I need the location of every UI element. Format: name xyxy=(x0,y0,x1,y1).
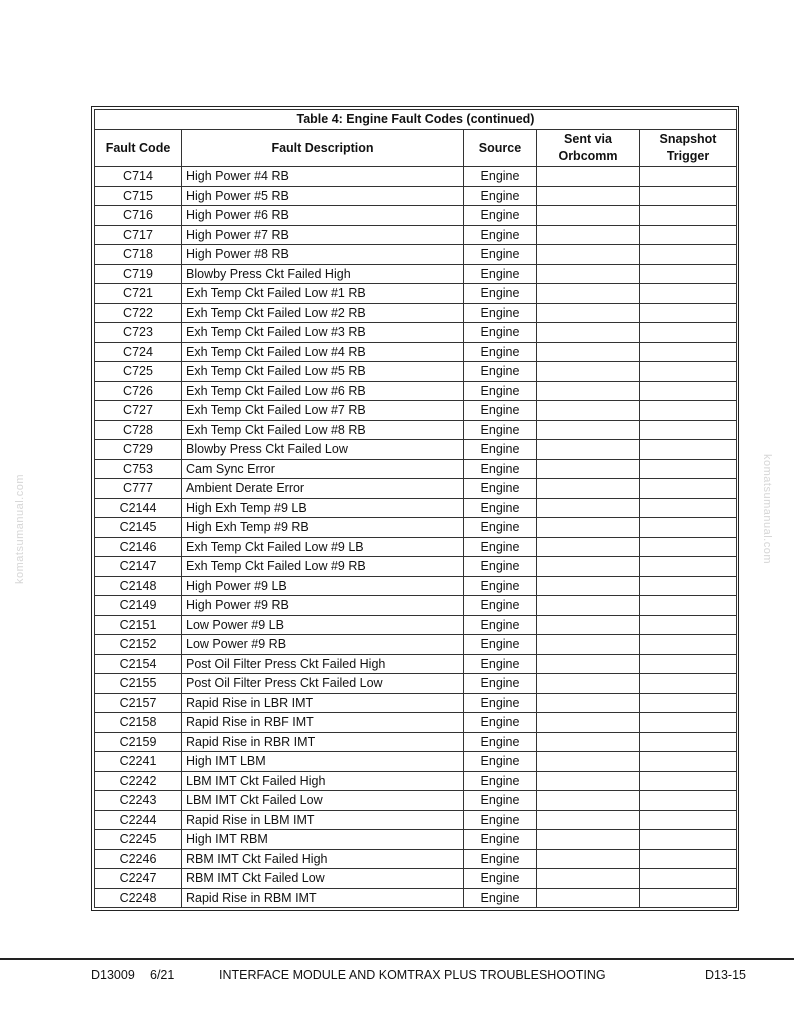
fault-description-cell: High Power #8 RB xyxy=(182,245,464,265)
sent-via-orbcomm-cell xyxy=(537,284,640,304)
table-row xyxy=(95,888,737,908)
fault-code-cell: C2148 xyxy=(95,576,182,596)
table-row xyxy=(95,674,737,694)
fault-code-cell: C2242 xyxy=(95,771,182,791)
sent-via-orbcomm-cell xyxy=(537,596,640,616)
source-cell: Engine xyxy=(464,342,537,362)
fault-code-cell: C718 xyxy=(95,245,182,265)
fault-description-cell: High Power #9 LB xyxy=(182,576,464,596)
sent-via-orbcomm-cell xyxy=(537,186,640,206)
fault-code-cell: C729 xyxy=(95,440,182,460)
sent-via-orbcomm-cell xyxy=(537,420,640,440)
table-row xyxy=(95,654,737,674)
table-row xyxy=(95,225,737,245)
snapshot-trigger-cell xyxy=(640,537,737,557)
fault-code-cell: C2244 xyxy=(95,810,182,830)
snapshot-trigger-cell xyxy=(640,518,737,538)
fault-code-cell: C722 xyxy=(95,303,182,323)
sent-via-orbcomm-cell xyxy=(537,479,640,499)
sent-via-orbcomm-cell xyxy=(537,752,640,772)
snapshot-trigger-cell xyxy=(640,459,737,479)
fault-description-cell: Rapid Rise in RBR IMT xyxy=(182,732,464,752)
sent-via-orbcomm-cell xyxy=(537,869,640,889)
sent-via-orbcomm-cell xyxy=(537,576,640,596)
fault-description-cell: High Power #5 RB xyxy=(182,186,464,206)
sent-via-orbcomm-cell xyxy=(537,459,640,479)
table-row xyxy=(95,810,737,830)
footer-divider xyxy=(0,958,794,960)
fault-description-cell: Exh Temp Ckt Failed Low #8 RB xyxy=(182,420,464,440)
fault-code-cell: C725 xyxy=(95,362,182,382)
fault-description-cell: Cam Sync Error xyxy=(182,459,464,479)
fault-code-cell: C2151 xyxy=(95,615,182,635)
fault-code-cell: C2159 xyxy=(95,732,182,752)
fault-code-cell: C2147 xyxy=(95,557,182,577)
source-cell: Engine xyxy=(464,225,537,245)
header-sent-via-line2: Orbcomm xyxy=(558,149,618,163)
sent-via-orbcomm-cell xyxy=(537,206,640,226)
table-row xyxy=(95,849,737,869)
fault-code-cell: C721 xyxy=(95,284,182,304)
sent-via-orbcomm-cell xyxy=(537,362,640,382)
fault-description-cell: Exh Temp Ckt Failed Low #6 RB xyxy=(182,381,464,401)
sent-via-orbcomm-cell xyxy=(537,849,640,869)
snapshot-trigger-cell xyxy=(640,693,737,713)
table-row xyxy=(95,830,737,850)
fault-code-cell: C716 xyxy=(95,206,182,226)
fault-code-cell: C777 xyxy=(95,479,182,499)
snapshot-trigger-cell xyxy=(640,771,737,791)
source-cell: Engine xyxy=(464,459,537,479)
source-cell: Engine xyxy=(464,752,537,772)
fault-code-cell: C2243 xyxy=(95,791,182,811)
snapshot-trigger-cell xyxy=(640,810,737,830)
snapshot-trigger-cell xyxy=(640,888,737,908)
table-row xyxy=(95,479,737,499)
table-row xyxy=(95,420,737,440)
snapshot-trigger-cell xyxy=(640,284,737,304)
table-row xyxy=(95,693,737,713)
source-cell: Engine xyxy=(464,537,537,557)
table-row xyxy=(95,459,737,479)
source-cell: Engine xyxy=(464,303,537,323)
sent-via-orbcomm-cell xyxy=(537,830,640,850)
fault-description-cell: Blowby Press Ckt Failed Low xyxy=(182,440,464,460)
table-row xyxy=(95,206,737,226)
table-row xyxy=(95,303,737,323)
snapshot-trigger-cell xyxy=(640,186,737,206)
table-row xyxy=(95,791,737,811)
source-cell: Engine xyxy=(464,498,537,518)
source-cell: Engine xyxy=(464,771,537,791)
source-cell: Engine xyxy=(464,264,537,284)
snapshot-trigger-cell xyxy=(640,596,737,616)
source-cell: Engine xyxy=(464,830,537,850)
fault-code-cell: C2157 xyxy=(95,693,182,713)
fault-code-cell: C723 xyxy=(95,323,182,343)
table-row xyxy=(95,245,737,265)
fault-code-table-frame xyxy=(91,106,739,911)
fault-description-cell: RBM IMT Ckt Failed High xyxy=(182,849,464,869)
snapshot-trigger-cell xyxy=(640,498,737,518)
sent-via-orbcomm-cell xyxy=(537,323,640,343)
snapshot-trigger-cell xyxy=(640,576,737,596)
fault-code-cell: C715 xyxy=(95,186,182,206)
table-row xyxy=(95,752,737,772)
sent-via-orbcomm-cell xyxy=(537,654,640,674)
fault-code-cell: C753 xyxy=(95,459,182,479)
fault-description-cell: High Exh Temp #9 LB xyxy=(182,498,464,518)
sent-via-orbcomm-cell xyxy=(537,401,640,421)
sent-via-orbcomm-cell xyxy=(537,440,640,460)
table-row xyxy=(95,362,737,382)
sent-via-orbcomm-cell xyxy=(537,615,640,635)
snapshot-trigger-cell xyxy=(640,635,737,655)
snapshot-trigger-cell xyxy=(640,167,737,187)
table-row xyxy=(95,869,737,889)
header-fault-code: Fault Code xyxy=(95,130,182,167)
snapshot-trigger-cell xyxy=(640,362,737,382)
sent-via-orbcomm-cell xyxy=(537,810,640,830)
snapshot-trigger-cell xyxy=(640,420,737,440)
source-cell: Engine xyxy=(464,479,537,499)
fault-code-cell: C2146 xyxy=(95,537,182,557)
fault-description-cell: High Exh Temp #9 RB xyxy=(182,518,464,538)
source-cell: Engine xyxy=(464,615,537,635)
fault-code-cell: C727 xyxy=(95,401,182,421)
footer-title: INTERFACE MODULE AND KOMTRAX PLUS TROUBLESHOOTING xyxy=(219,968,606,982)
source-cell: Engine xyxy=(464,576,537,596)
source-cell: Engine xyxy=(464,362,537,382)
fault-description-cell: Blowby Press Ckt Failed High xyxy=(182,264,464,284)
fault-description-cell: LBM IMT Ckt Failed Low xyxy=(182,791,464,811)
table-row xyxy=(95,498,737,518)
source-cell: Engine xyxy=(464,869,537,889)
sent-via-orbcomm-cell xyxy=(537,381,640,401)
fault-description-cell: RBM IMT Ckt Failed Low xyxy=(182,869,464,889)
snapshot-trigger-cell xyxy=(640,303,737,323)
fault-code-cell: C724 xyxy=(95,342,182,362)
fault-description-cell: High Power #4 RB xyxy=(182,167,464,187)
table-row xyxy=(95,342,737,362)
table-row xyxy=(95,615,737,635)
table-row xyxy=(95,713,737,733)
source-cell: Engine xyxy=(464,888,537,908)
fault-code-cell: C728 xyxy=(95,420,182,440)
source-cell: Engine xyxy=(464,420,537,440)
table-row xyxy=(95,518,737,538)
sent-via-orbcomm-cell xyxy=(537,674,640,694)
header-snapshot-trigger xyxy=(640,130,737,167)
sent-via-orbcomm-cell xyxy=(537,888,640,908)
fault-description-cell: Exh Temp Ckt Failed Low #1 RB xyxy=(182,284,464,304)
fault-code-cell: C2241 xyxy=(95,752,182,772)
fault-description-cell: Exh Temp Ckt Failed Low #3 RB xyxy=(182,323,464,343)
source-cell: Engine xyxy=(464,674,537,694)
sent-via-orbcomm-cell xyxy=(537,245,640,265)
fault-description-cell: Exh Temp Ckt Failed Low #9 LB xyxy=(182,537,464,557)
table-row xyxy=(95,557,737,577)
sent-via-orbcomm-cell xyxy=(537,342,640,362)
source-cell: Engine xyxy=(464,791,537,811)
fault-description-cell: High IMT LBM xyxy=(182,752,464,772)
fault-description-cell: Rapid Rise in RBF IMT xyxy=(182,713,464,733)
source-cell: Engine xyxy=(464,440,537,460)
source-cell: Engine xyxy=(464,849,537,869)
source-cell: Engine xyxy=(464,713,537,733)
sent-via-orbcomm-cell xyxy=(537,693,640,713)
header-fault-description: Fault Description xyxy=(182,130,464,167)
footer-page-number: D13-15 xyxy=(705,968,746,982)
fault-description-cell: High Power #7 RB xyxy=(182,225,464,245)
sent-via-orbcomm-cell xyxy=(537,771,640,791)
table-row xyxy=(95,264,737,284)
source-cell: Engine xyxy=(464,635,537,655)
snapshot-trigger-cell xyxy=(640,245,737,265)
watermark-right: komatsumanual.com xyxy=(761,454,773,564)
fault-description-cell: Post Oil Filter Press Ckt Failed High xyxy=(182,654,464,674)
sent-via-orbcomm-cell xyxy=(537,557,640,577)
table-row xyxy=(95,323,737,343)
fault-description-cell: High Power #9 RB xyxy=(182,596,464,616)
snapshot-trigger-cell xyxy=(640,849,737,869)
table-row xyxy=(95,596,737,616)
fault-code-cell: C717 xyxy=(95,225,182,245)
source-cell: Engine xyxy=(464,323,537,343)
fault-code-cell: C726 xyxy=(95,381,182,401)
fault-code-cell: C2152 xyxy=(95,635,182,655)
fault-code-cell: C2246 xyxy=(95,849,182,869)
source-cell: Engine xyxy=(464,284,537,304)
fault-description-cell: Exh Temp Ckt Failed Low #2 RB xyxy=(182,303,464,323)
fault-description-cell: Exh Temp Ckt Failed Low #4 RB xyxy=(182,342,464,362)
fault-code-cell: C2145 xyxy=(95,518,182,538)
fault-description-cell: Post Oil Filter Press Ckt Failed Low xyxy=(182,674,464,694)
header-sent-via-line1: Sent via xyxy=(564,132,612,146)
snapshot-trigger-cell xyxy=(640,674,737,694)
snapshot-trigger-cell xyxy=(640,323,737,343)
fault-code-table xyxy=(94,109,737,908)
sent-via-orbcomm-cell xyxy=(537,225,640,245)
snapshot-trigger-cell xyxy=(640,654,737,674)
source-cell: Engine xyxy=(464,518,537,538)
sent-via-orbcomm-cell xyxy=(537,303,640,323)
sent-via-orbcomm-cell xyxy=(537,518,640,538)
snapshot-trigger-cell xyxy=(640,557,737,577)
snapshot-trigger-cell xyxy=(640,479,737,499)
source-cell: Engine xyxy=(464,557,537,577)
fault-code-cell: C2144 xyxy=(95,498,182,518)
fault-code-cell: C719 xyxy=(95,264,182,284)
fault-description-cell: Exh Temp Ckt Failed Low #7 RB xyxy=(182,401,464,421)
header-snapshot-line1: Snapshot xyxy=(659,132,717,146)
fault-code-cell: C2154 xyxy=(95,654,182,674)
source-cell: Engine xyxy=(464,381,537,401)
table-body xyxy=(95,167,737,908)
snapshot-trigger-cell xyxy=(640,401,737,421)
fault-code-cell: C714 xyxy=(95,167,182,187)
snapshot-trigger-cell xyxy=(640,713,737,733)
table-row xyxy=(95,635,737,655)
header-source: Source xyxy=(464,130,537,167)
header-snapshot-line2: Trigger xyxy=(666,149,710,163)
source-cell: Engine xyxy=(464,206,537,226)
fault-code-cell: C2155 xyxy=(95,674,182,694)
snapshot-trigger-cell xyxy=(640,869,737,889)
fault-description-cell: Rapid Rise in LBM IMT xyxy=(182,810,464,830)
table-row xyxy=(95,576,737,596)
fault-code-cell: C2158 xyxy=(95,713,182,733)
source-cell: Engine xyxy=(464,596,537,616)
table-header-row xyxy=(95,130,737,167)
table-row xyxy=(95,440,737,460)
fault-description-cell: Rapid Rise in LBR IMT xyxy=(182,693,464,713)
sent-via-orbcomm-cell xyxy=(537,498,640,518)
sent-via-orbcomm-cell xyxy=(537,167,640,187)
source-cell: Engine xyxy=(464,732,537,752)
source-cell: Engine xyxy=(464,401,537,421)
sent-via-orbcomm-cell xyxy=(537,537,640,557)
table-title: Table 4: Engine Fault Codes (continued) xyxy=(94,109,737,129)
fault-description-cell: Low Power #9 LB xyxy=(182,615,464,635)
fault-code-cell: C2248 xyxy=(95,888,182,908)
table-row xyxy=(95,771,737,791)
source-cell: Engine xyxy=(464,167,537,187)
fault-code-cell: C2247 xyxy=(95,869,182,889)
source-cell: Engine xyxy=(464,186,537,206)
fault-code-cell: C2149 xyxy=(95,596,182,616)
fault-description-cell: High IMT RBM xyxy=(182,830,464,850)
fault-description-cell: Rapid Rise in RBM IMT xyxy=(182,888,464,908)
snapshot-trigger-cell xyxy=(640,732,737,752)
table-row xyxy=(95,284,737,304)
source-cell: Engine xyxy=(464,810,537,830)
source-cell: Engine xyxy=(464,654,537,674)
snapshot-trigger-cell xyxy=(640,225,737,245)
sent-via-orbcomm-cell xyxy=(537,635,640,655)
snapshot-trigger-cell xyxy=(640,264,737,284)
fault-description-cell: Exh Temp Ckt Failed Low #9 RB xyxy=(182,557,464,577)
snapshot-trigger-cell xyxy=(640,752,737,772)
sent-via-orbcomm-cell xyxy=(537,791,640,811)
fault-description-cell: High Power #6 RB xyxy=(182,206,464,226)
table-row xyxy=(95,186,737,206)
source-cell: Engine xyxy=(464,693,537,713)
fault-description-cell: LBM IMT Ckt Failed High xyxy=(182,771,464,791)
snapshot-trigger-cell xyxy=(640,342,737,362)
sent-via-orbcomm-cell xyxy=(537,713,640,733)
snapshot-trigger-cell xyxy=(640,830,737,850)
table-row xyxy=(95,381,737,401)
fault-code-cell: C2245 xyxy=(95,830,182,850)
snapshot-trigger-cell xyxy=(640,791,737,811)
snapshot-trigger-cell xyxy=(640,440,737,460)
table-row xyxy=(95,732,737,752)
sent-via-orbcomm-cell xyxy=(537,264,640,284)
header-sent-via-orbcomm xyxy=(537,130,640,167)
table-row xyxy=(95,401,737,421)
snapshot-trigger-cell xyxy=(640,381,737,401)
table-row xyxy=(95,167,737,187)
source-cell: Engine xyxy=(464,245,537,265)
snapshot-trigger-cell xyxy=(640,615,737,635)
fault-description-cell: Exh Temp Ckt Failed Low #5 RB xyxy=(182,362,464,382)
sent-via-orbcomm-cell xyxy=(537,732,640,752)
fault-description-cell: Ambient Derate Error xyxy=(182,479,464,499)
fault-description-cell: Low Power #9 RB xyxy=(182,635,464,655)
table-row xyxy=(95,537,737,557)
footer-date: 6/21 xyxy=(150,968,175,982)
footer-doc-number: D13009 xyxy=(91,968,135,982)
watermark-left: komatsumanual.com xyxy=(14,474,26,584)
snapshot-trigger-cell xyxy=(640,206,737,226)
